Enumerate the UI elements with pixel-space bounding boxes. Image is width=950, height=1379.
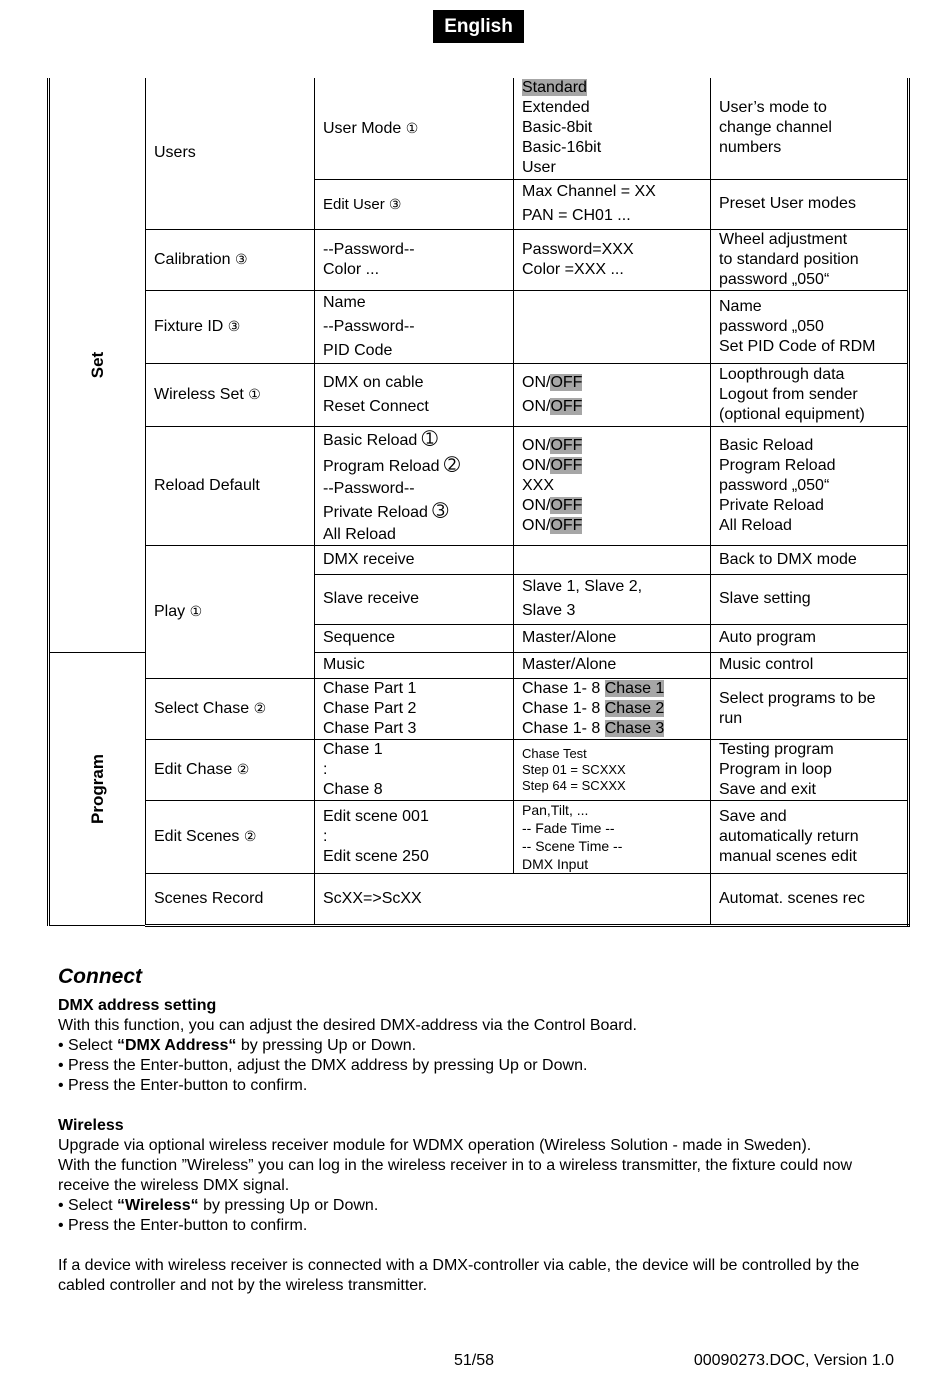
table-row (49, 290, 909, 363)
table-row (49, 229, 909, 290)
menu-item-select-chase: Select Chase ② (146, 678, 315, 739)
submenu-music: Music (315, 652, 514, 678)
desc-fixture-id: Name password „050 Set PID Code of RDM (711, 290, 909, 363)
options-sequence: Master/Alone (514, 624, 711, 652)
options-edit-chase: Chase Test Step 01 = SCXXX Step 64 = SCXXX (514, 739, 711, 800)
table-row (49, 426, 909, 545)
menu-item-reload-default: Reload Default (146, 426, 315, 545)
desc-edit-chase: Testing program Program in loop Save and exit (711, 739, 909, 800)
table-row (49, 873, 909, 925)
doc-version: 00090273.DOC, Version 1.0 (693, 1352, 894, 1369)
desc-sequence: Auto program (711, 624, 909, 652)
desc-scenes-record: Automat. scenes rec (711, 873, 909, 925)
menu-item-calibration: Calibration ③ (146, 229, 315, 290)
table-row (49, 363, 909, 426)
submenu-edit-user: Edit User ③ (315, 179, 514, 229)
submenu-select-chase: Chase Part 1 Chase Part 2 Chase Part 3 (315, 678, 514, 739)
desc-user-mode: User’s mode to change channel numbers (711, 78, 909, 179)
submenu-reload-default: Basic Reload ➀ Program Reload ➁ --Password-- Private Reload ➂ All Reload (315, 426, 514, 545)
section-set: Set (49, 78, 146, 652)
submenu-scenes-record: ScXX=>ScXX (315, 873, 711, 925)
options-fixture-id (514, 290, 711, 363)
desc-edit-scenes: Save and automatically return manual scenes edit (711, 800, 909, 873)
desc-reload-default: Basic Reload Program Reload password „050“ Private Reload All Reload (711, 426, 909, 545)
table-row (49, 739, 909, 800)
menu-item-scenes-record: Scenes Record (146, 873, 315, 925)
submenu-calibration: --Password-- Color ... (315, 229, 514, 290)
menu-item-play: Play ① (146, 545, 315, 678)
wireless-bullet-1: • Select “Wireless“ by pressing Up or Down. (58, 1197, 379, 1214)
options-edit-user: Max Channel = XX PAN = CH01 ... (514, 179, 711, 229)
submenu-sequence: Sequence (315, 624, 514, 652)
connect-section (58, 964, 898, 1296)
options-wireless-set: ON/OFF ON/OFF (514, 363, 711, 426)
menu-item-users: Users (146, 78, 315, 229)
options-calibration: Password=XXX Color =XXX ... (514, 229, 711, 290)
options-slave-receive: Slave 1, Slave 2, Slave 3 (514, 574, 711, 624)
wireless-p1: Upgrade via optional wireless receiver module for WDMX operation (Wireless Solution - made in Sweden). (58, 1137, 812, 1154)
wireless-p2: With the function ”Wireless” you can log in the wireless receiver in to a wireless transmitter, the fixture could now receive the wireless DMX signal. (58, 1157, 853, 1194)
menu-table (47, 78, 910, 927)
desc-slave-receive: Slave setting (711, 574, 909, 624)
section-title: Connect (58, 965, 142, 988)
options-user-mode: Standard Extended Basic-8bit Basic-16bit User (514, 78, 711, 179)
menu-item-edit-chase: Edit Chase ② (146, 739, 315, 800)
wireless-bullet-2: • Press the Enter-button to confirm. (58, 1217, 308, 1234)
submenu-dmx-receive: DMX receive (315, 545, 514, 574)
table-row (49, 800, 909, 873)
desc-edit-user: Preset User modes (711, 179, 909, 229)
language-badge: English (433, 10, 524, 43)
desc-music: Music control (711, 652, 909, 678)
submenu-fixture-id: Name --Password-- PID Code (315, 290, 514, 363)
submenu-edit-scenes: Edit scene 001 : Edit scene 250 (315, 800, 514, 873)
dmx-bullet-2: • Press the Enter-button, adjust the DMX address by pressing Up or Down. (58, 1057, 588, 1074)
options-dmx-receive (514, 545, 711, 574)
dmx-intro: With this function, you can adjust the desired DMX-address via the Control Board. (58, 1017, 637, 1034)
submenu-wireless-set: DMX on cable Reset Connect (315, 363, 514, 426)
menu-item-fixture-id: Fixture ID ③ (146, 290, 315, 363)
table-row (49, 78, 909, 179)
options-reload-default: ON/OFF ON/OFF XXX ON/OFF ON/OFF (514, 426, 711, 545)
section-program: Program (49, 652, 146, 925)
dmx-bullet-1: • Select “DMX Address“ by pressing Up or Down. (58, 1037, 417, 1054)
wireless-heading: Wireless (58, 1117, 124, 1134)
wireless-p3: If a device with wireless receiver is connected with a DMX-controller via cable, the device will be controlled by the cabled controller and not by the wireless transmitter. (58, 1257, 860, 1294)
dmx-bullet-3: • Press the Enter-button to confirm. (58, 1077, 308, 1094)
table-row (49, 678, 909, 739)
desc-dmx-receive: Back to DMX mode (711, 545, 909, 574)
page-number: 51/58 (454, 1352, 495, 1369)
submenu-slave-receive: Slave receive (315, 574, 514, 624)
desc-select-chase: Select programs to be run (711, 678, 909, 739)
submenu-user-mode: User Mode ① (315, 78, 514, 179)
table-row (49, 545, 909, 574)
options-music: Master/Alone (514, 652, 711, 678)
desc-wireless-set: Loopthrough data Logout from sender (optional equipment) (711, 363, 909, 426)
options-select-chase: Chase 1- 8 Chase 1 Chase 1- 8 Chase 2 Chase 1- 8 Chase 3 (514, 678, 711, 739)
dmx-heading: DMX address setting (58, 997, 217, 1014)
options-edit-scenes: Pan,Tilt, ... -- Fade Time -- -- Scene Time -- DMX Input (514, 800, 711, 873)
submenu-edit-chase: Chase 1 : Chase 8 (315, 739, 514, 800)
menu-item-edit-scenes: Edit Scenes ② (146, 800, 315, 873)
menu-item-wireless-set: Wireless Set ① (146, 363, 315, 426)
desc-calibration: Wheel adjustment to standard position password „050“ (711, 229, 909, 290)
